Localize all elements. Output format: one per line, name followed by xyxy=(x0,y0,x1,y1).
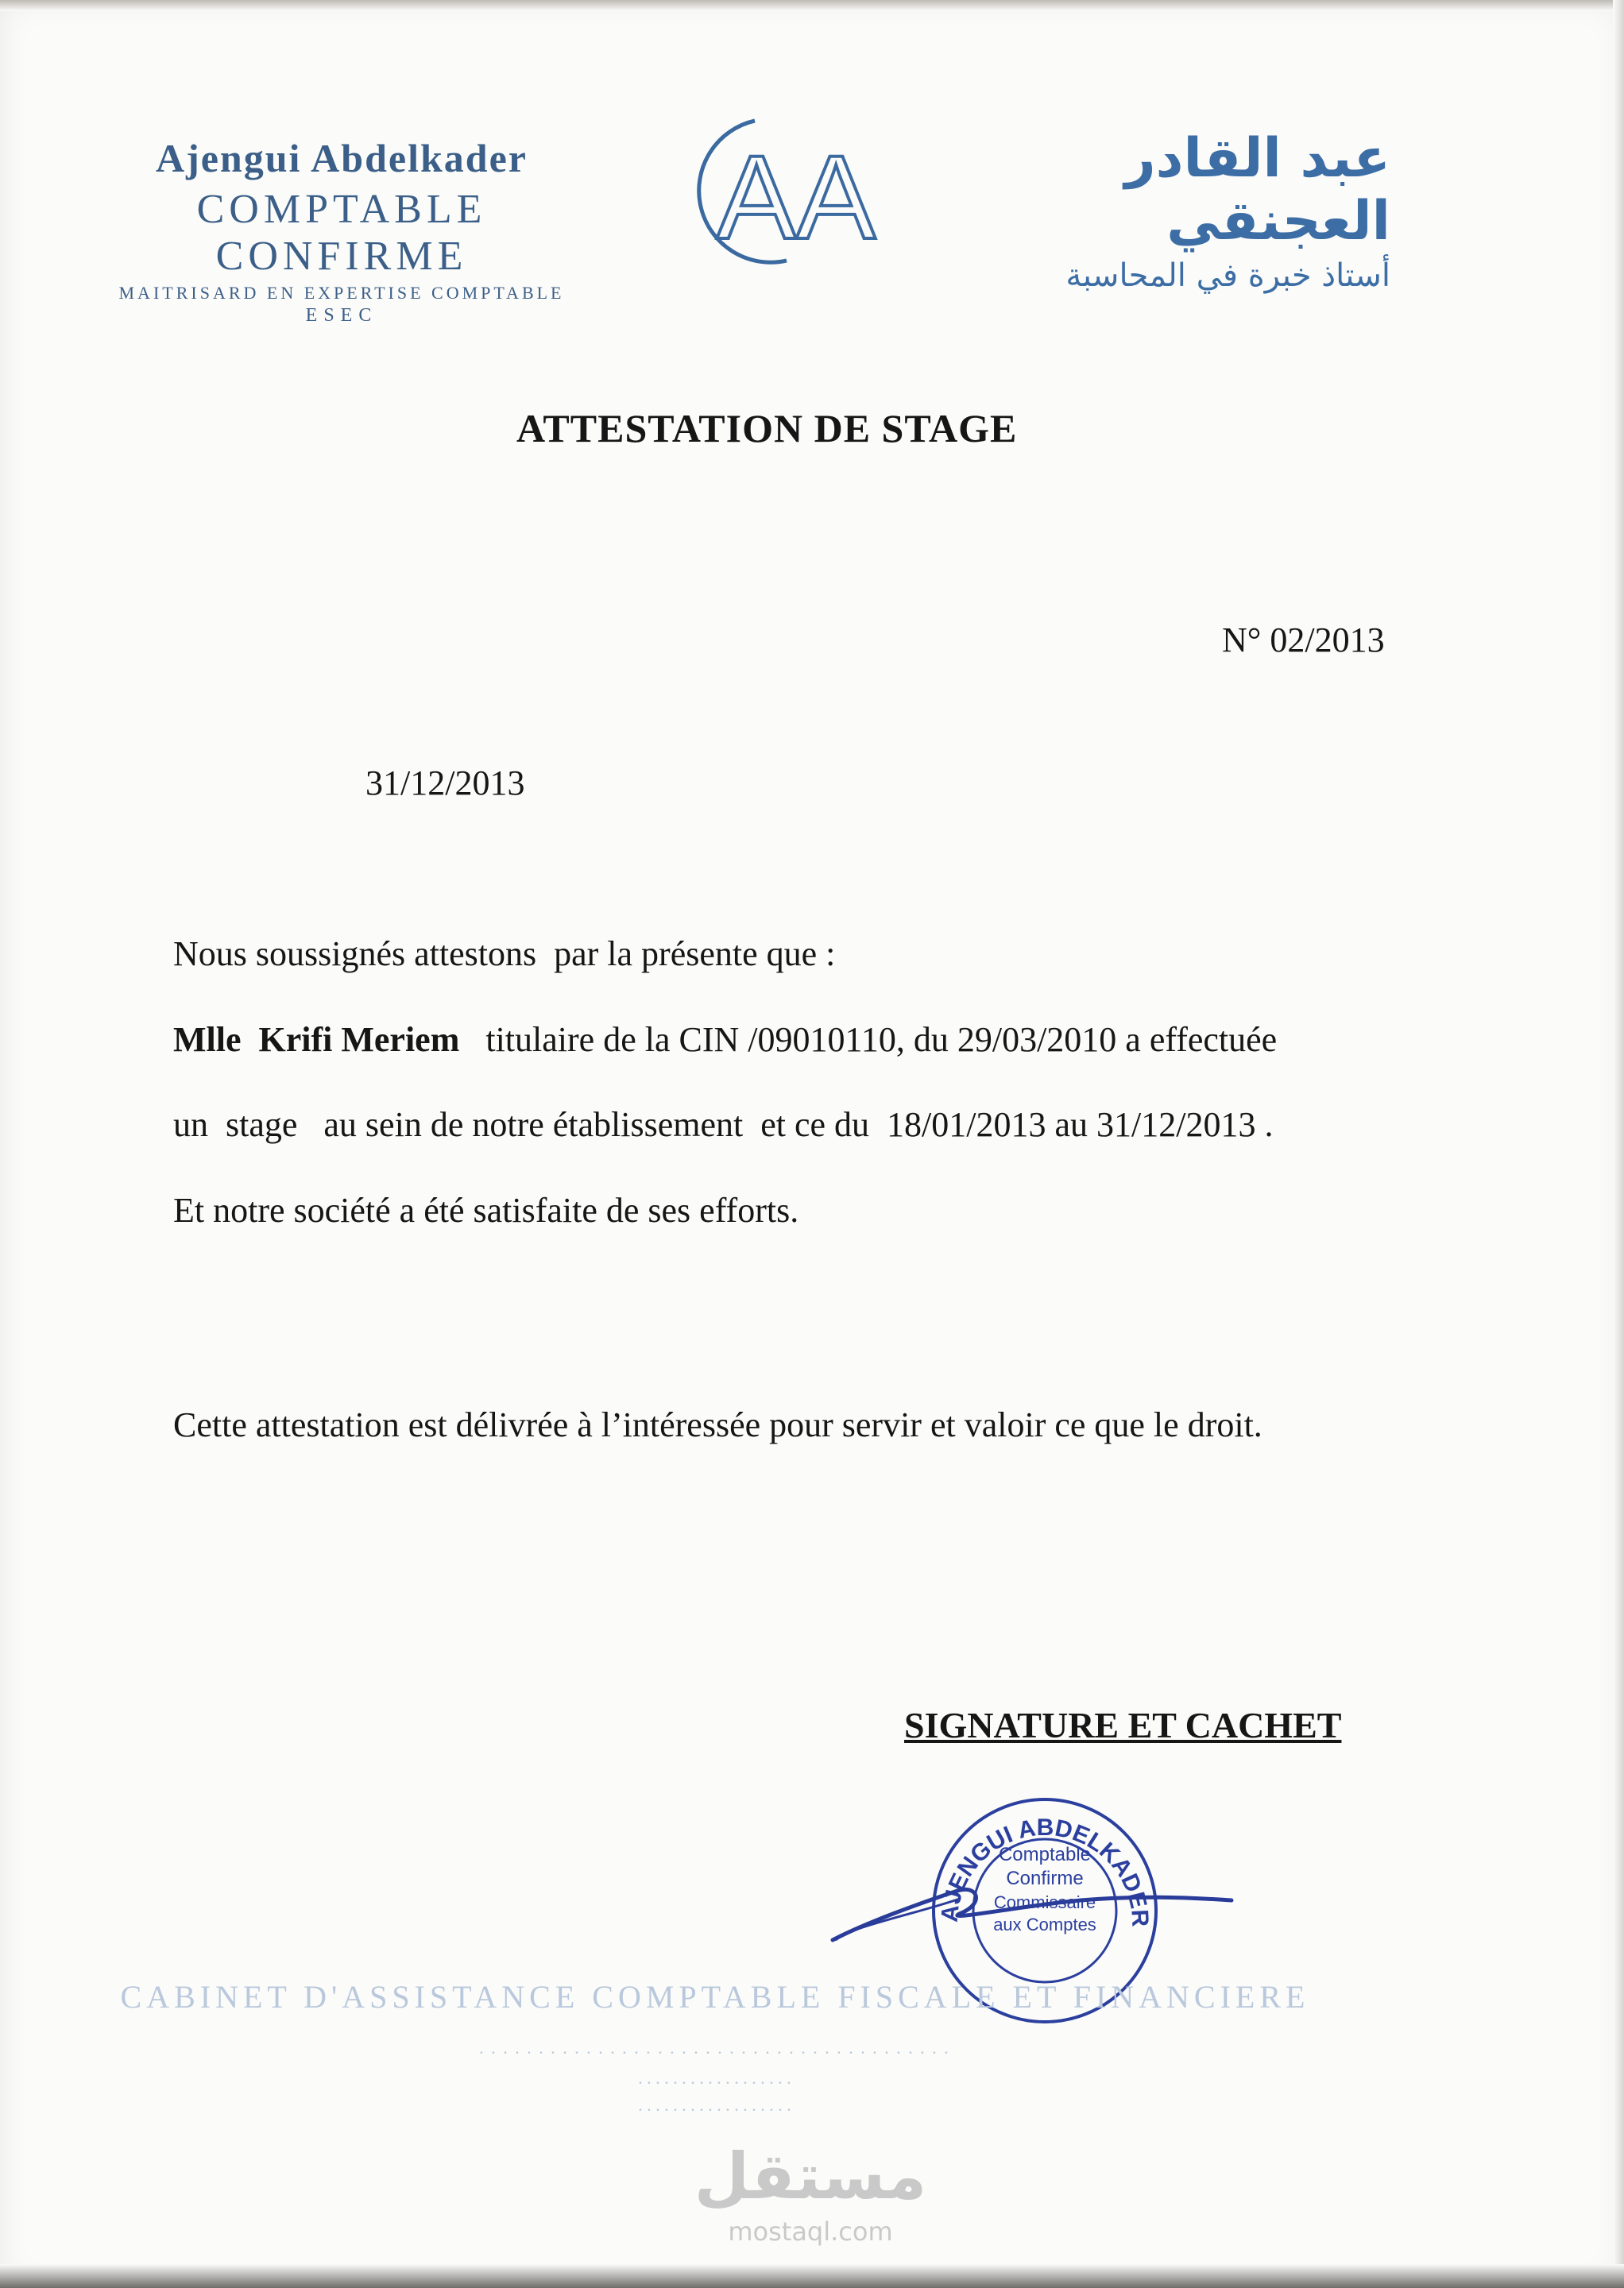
stamp-ring-text: AJENGUI ABDELKADER xyxy=(936,1814,1154,1927)
body-line-1: Nous soussignés attestons par la présente que : xyxy=(173,934,836,973)
body-line-3: un stage au sein de notre établissement et ce du 18/01/2013 au 31/12/2013 . xyxy=(173,1105,1274,1144)
letterhead-subtitle-1: MAITRISARD EN EXPERTISE COMPTABLE xyxy=(118,283,565,303)
document-number: N° 02/2013 xyxy=(1222,620,1385,659)
footer-company: CABINET D'ASSISTANCE COMPTABLE FISCALE ET FINANCIERE xyxy=(120,1979,1310,2015)
body-line-2 xyxy=(173,1019,1277,1060)
watermark-arabic: مستقل xyxy=(694,2139,927,2213)
stamp-line-3: Commissaire xyxy=(993,1892,1096,1912)
document-title: ATTESTATION DE STAGE xyxy=(516,406,1018,450)
letterhead-footer xyxy=(119,1978,1311,2116)
watermark-latin: mostaql.com xyxy=(728,2216,893,2247)
aa-logo xyxy=(667,111,890,270)
signature-title: SIGNATURE ET CACHET xyxy=(904,1705,1342,1745)
letterhead-arabic-role: أستاذ خبرة في المحاسبة xyxy=(1065,257,1390,294)
footer-address-blur: . . . . . . . . . . . . . . . . . . . . . . . . . . . . . . . . . . . . . . . . xyxy=(479,2038,951,2058)
intern-name: Mlle Krifi Meriem xyxy=(173,1020,460,1059)
letterhead-left xyxy=(64,135,620,327)
letterhead-name: Ajengui Abdelkader xyxy=(155,136,528,180)
paper-edge-bottom xyxy=(0,2264,1624,2288)
mostaql-watermark xyxy=(683,2139,938,2247)
footer-fax-blur: . . . . . . . . . . . . . . . . . . xyxy=(638,2095,792,2115)
paper-edge-right xyxy=(1613,0,1624,2288)
letterhead-right xyxy=(914,127,1390,294)
body-line-4: Et notre société a été satisfaite de ses efforts. xyxy=(173,1191,799,1230)
body-line-5: Cette attestation est délivrée à l’intéressée pour servir et valoir ce que le droit. xyxy=(173,1405,1262,1444)
body-line-2-rest: titulaire de la CIN /09010110, du 29/03/2010 a effectuée xyxy=(459,1020,1278,1059)
letterhead-arabic-name: عبد القادر العجنقي xyxy=(1124,127,1390,253)
logo-text: AA xyxy=(717,130,876,264)
footer-phone-blur: . . . . . . . . . . . . . . . . . . xyxy=(638,2068,792,2088)
stamp-line-4: aux Comptes xyxy=(993,1915,1096,1934)
paper-edge-top xyxy=(0,0,1624,11)
stamp-line-2: Confirme xyxy=(1006,1868,1084,1889)
letterhead-role: COMPTABLE CONFIRME xyxy=(196,187,487,279)
document-date: 31/12/2013 xyxy=(365,763,525,802)
stamp-line-1: Comptable xyxy=(998,1844,1092,1865)
letterhead-subtitle-2: ESEC xyxy=(305,305,378,326)
